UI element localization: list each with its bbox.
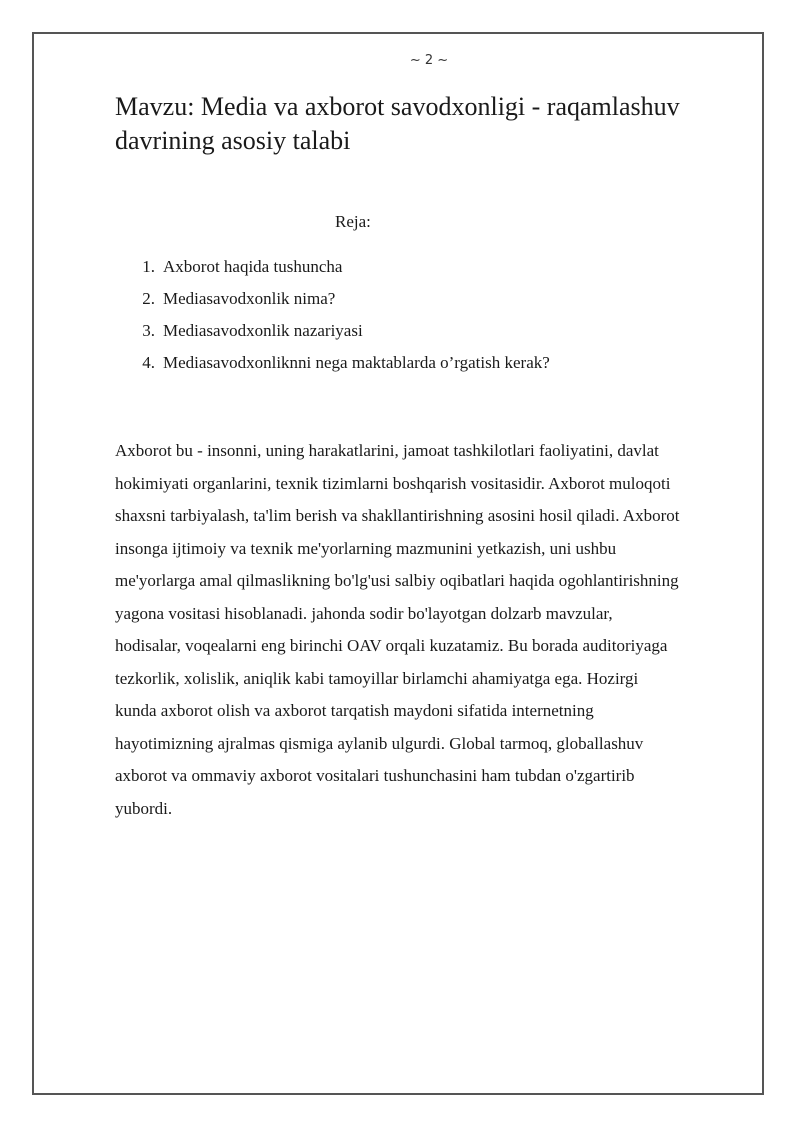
plan-item-text: Mediasavodxonlik nazariyasi — [163, 321, 363, 340]
document-title — [115, 90, 735, 158]
plan-list — [115, 253, 550, 381]
plan-heading: Reja: — [335, 212, 371, 231]
page-number: ~ 2 ~ — [409, 53, 449, 68]
plan-item-text: Mediasavodxonliknni nega maktablarda o’rgatish kerak? — [163, 353, 550, 372]
plan-item — [115, 253, 550, 285]
plan-item-text: Mediasavodxonlik nima? — [163, 289, 336, 308]
plan-item — [115, 317, 550, 349]
body-line: yagona vositasi hisoblanadi. jahonda sodir bo'layotgan dolzarb mavzular, — [115, 603, 613, 623]
plan-item-number: 3. — [142, 321, 155, 340]
plan-item-number: 2. — [142, 289, 155, 308]
plan-item-text: Axborot haqida tushuncha — [163, 257, 343, 276]
plan-item — [115, 349, 550, 381]
body-line: tezkorlik, xolislik, aniqlik kabi tamoyillar birlamchi ahamiyatga ega. Hozirgi — [115, 668, 639, 688]
title-line: Mavzu: Media va axborot savodxonligi - raqamlashuv — [115, 92, 680, 121]
plan-item-number: 4. — [142, 353, 155, 372]
title-line: davrining asosiy talabi — [115, 126, 351, 155]
plan-item-number: 1. — [142, 257, 155, 276]
plan-item — [115, 285, 550, 317]
body-line: me'yorlarga amal qilmaslikning bo'lg'usi salbiy oqibatlari haqida ogohlantirishning — [115, 571, 679, 590]
body-line: shaxsni tarbiyalash, ta'lim berish va shakllantirishning asosini hosil qiladi. Axborot — [115, 506, 680, 525]
body-line: axborot va ommaviy axborot vositalari tushunchasini ham tubdan o'zgartirib — [115, 766, 635, 785]
body-line: yubordi. — [115, 798, 173, 818]
body-line: kunda axborot olish va axborot tarqatish maydoni sifatida internetning — [115, 701, 594, 720]
body-paragraph — [115, 435, 755, 825]
body-line: insonga ijtimoiy va texnik me'yorlarning mazmunini yetkazish, uni ushbu — [115, 538, 617, 558]
body-line: hayotimizning ajralmas qismiga aylanib ulgurdi. Global tarmoq, globallashuv — [115, 733, 644, 753]
body-line: hodisalar, voqealarni eng birinchi OAV orqali kuzatamiz. Bu borada auditoriyaga — [115, 636, 668, 655]
body-line: hokimiyati organlarini, texnik tizimlarni boshqarish vositasidir. Axborot muloqoti — [115, 473, 671, 493]
body-line: Axborot bu - insonni, uning harakatlarini, jamoat tashkilotlari faoliyatini, davlat — [115, 441, 659, 460]
